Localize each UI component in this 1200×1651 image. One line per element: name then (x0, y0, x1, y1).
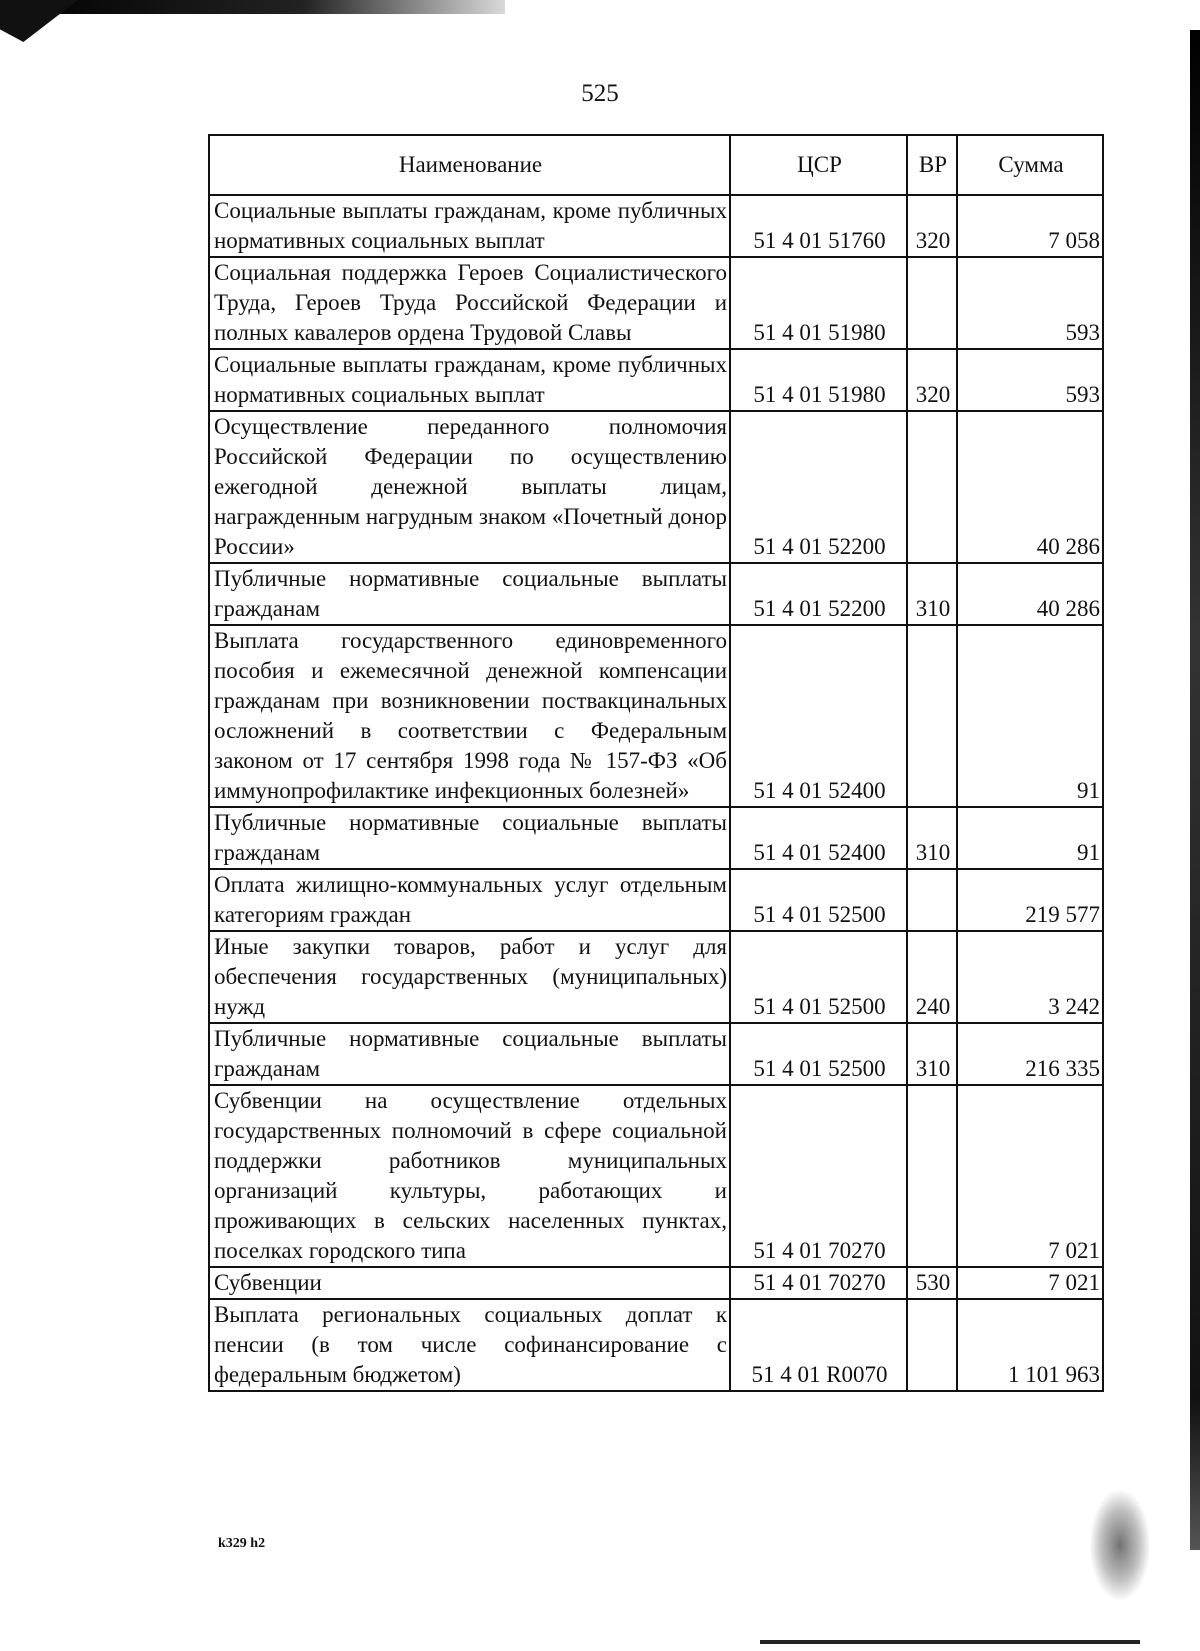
row-vr: 310 (907, 1023, 957, 1085)
row-name: Социальные выплаты гражданам, кроме публичных нормативных социальных выплат (209, 349, 730, 411)
row-vr (907, 625, 957, 807)
table-row (209, 257, 1103, 349)
row-vr: 310 (907, 807, 957, 869)
row-vr: 530 (907, 1267, 957, 1299)
row-csr: 51 4 01 52400 (730, 625, 907, 807)
table-row (209, 807, 1103, 869)
page-number: 525 (581, 80, 619, 107)
row-name: Осуществление переданного полномочия Российской Федерации по осуществлению ежегодной денежной выплаты лицам, награжденным нагрудным знаком «Почетный донор России» (209, 411, 730, 563)
row-sum: 593 (957, 349, 1103, 411)
budget-table (208, 134, 1104, 1392)
row-name: Публичные нормативные социальные выплаты гражданам (209, 1023, 730, 1085)
table-row (209, 1085, 1103, 1267)
row-vr (907, 1299, 957, 1391)
row-sum: 40 286 (957, 563, 1103, 625)
header-sum: Сумма (957, 135, 1103, 195)
row-name: Публичные нормативные социальные выплаты гражданам (209, 807, 730, 869)
row-csr: 51 4 01 51980 (730, 349, 907, 411)
footer-code: k329 h2 (218, 1536, 266, 1551)
row-vr (907, 1085, 957, 1267)
table-header-row (209, 135, 1103, 195)
row-sum: 3 242 (957, 931, 1103, 1023)
table-row (209, 411, 1103, 563)
table-row (209, 931, 1103, 1023)
row-name: Публичные нормативные социальные выплаты гражданам (209, 563, 730, 625)
scan-corner-shadow (0, 0, 78, 42)
row-name: Субвенции на осуществление отдельных государственных полномочий в сфере социальной поддержки работников муниципальных организаций культуры, работающих и проживающих в сельских населенных пунктах, поселках городского типа (209, 1085, 730, 1267)
table-row (209, 625, 1103, 807)
row-vr (907, 869, 957, 931)
row-vr (907, 257, 957, 349)
row-csr: 51 4 01 52200 (730, 411, 907, 563)
table-row (209, 563, 1103, 625)
scan-edge-right (1190, 30, 1200, 1550)
row-vr: 320 (907, 195, 957, 257)
row-name: Субвенции (209, 1267, 730, 1299)
table-row (209, 869, 1103, 931)
row-csr: 51 4 01 52400 (730, 807, 907, 869)
row-sum: 91 (957, 807, 1103, 869)
table-row (209, 1299, 1103, 1391)
row-name: Иные закупки товаров, работ и услуг для обеспечения государственных (муниципальных) нужд (209, 931, 730, 1023)
row-vr: 320 (907, 349, 957, 411)
row-csr: 51 4 01 52500 (730, 1023, 907, 1085)
row-sum: 216 335 (957, 1023, 1103, 1085)
table-row (209, 349, 1103, 411)
table-row (209, 1023, 1103, 1085)
row-sum: 1 101 963 (957, 1299, 1103, 1391)
row-sum: 40 286 (957, 411, 1103, 563)
scan-edge-top (0, 0, 505, 14)
row-name: Выплата региональных социальных доплат к пенсии (в том числе софинансирование с федеральным бюджетом) (209, 1299, 730, 1391)
row-vr: 310 (907, 563, 957, 625)
row-vr (907, 411, 957, 563)
row-name: Социальные выплаты гражданам, кроме публичных нормативных социальных выплат (209, 195, 730, 257)
header-vr: ВР (907, 135, 957, 195)
row-csr: 51 4 01 52500 (730, 931, 907, 1023)
header-name: Наименование (209, 135, 730, 195)
row-sum: 7 058 (957, 195, 1103, 257)
row-name: Выплата государственного единовременного пособия и ежемесячной денежной компенсации гражданам при возникновении поствакцинальных осложнений в соответствии с Федеральным законом от 17 сентября 1998 года № 157-ФЗ «Об иммунопрофилактике инфекционных болезней» (209, 625, 730, 807)
row-csr: 51 4 01 51760 (730, 195, 907, 257)
row-vr: 240 (907, 931, 957, 1023)
row-csr: 51 4 01 51980 (730, 257, 907, 349)
row-sum: 7 021 (957, 1267, 1103, 1299)
table-row (209, 195, 1103, 257)
row-name: Оплата жилищно-коммунальных услуг отдельным категориям граждан (209, 869, 730, 931)
row-sum: 91 (957, 625, 1103, 807)
row-csr: 51 4 01 R0070 (730, 1299, 907, 1391)
row-csr: 51 4 01 52500 (730, 869, 907, 931)
table-row (209, 1267, 1103, 1299)
scan-edge-bottom (760, 1640, 1140, 1644)
row-name: Социальная поддержка Героев Социалистического Труда, Героев Труда Российской Федерации и полных кавалеров ордена Трудовой Славы (209, 257, 730, 349)
row-sum: 219 577 (957, 869, 1103, 931)
row-csr: 51 4 01 52200 (730, 563, 907, 625)
row-csr: 51 4 01 70270 (730, 1267, 907, 1299)
scan-noise (1090, 1490, 1150, 1600)
row-csr: 51 4 01 70270 (730, 1085, 907, 1267)
row-sum: 7 021 (957, 1085, 1103, 1267)
row-sum: 593 (957, 257, 1103, 349)
header-csr: ЦСР (730, 135, 907, 195)
